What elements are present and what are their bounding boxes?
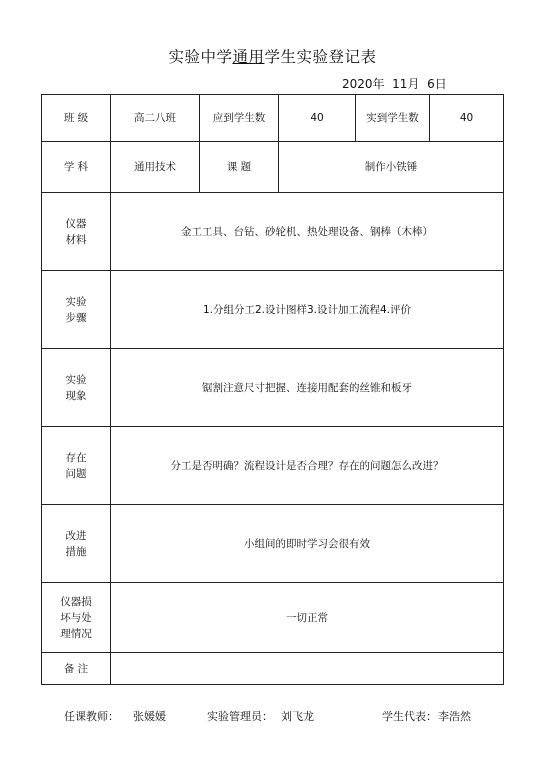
record-date: 2020年 11月 6日 [342, 77, 447, 91]
row-subject-info [42, 142, 504, 193]
remarks-value [111, 653, 504, 685]
teacher-label: 任课教师： [64, 710, 119, 723]
remarks-label: 备 注 [42, 653, 111, 685]
subject-label: 学 科 [42, 142, 111, 193]
row-phenomena [42, 349, 504, 427]
damage-label: 仪器损 坏与处 理情况 [42, 583, 111, 653]
student-rep-name: 李浩然 [438, 710, 471, 723]
row-improvement [42, 505, 504, 583]
improvement-value: 小组间的即时学习会很有效 [111, 505, 504, 583]
row-remarks [42, 653, 504, 685]
issues-value: 分工是否明确？流程设计是否合理？存在的问题怎么改进？ [111, 427, 504, 505]
topic-value: 制作小铁锤 [279, 142, 504, 193]
page-title [0, 45, 545, 67]
row-steps [42, 271, 504, 349]
equipment-label: 仪器 材料 [42, 193, 111, 271]
class-value: 高二八班 [111, 95, 200, 142]
title-underlined: 通用 [232, 48, 265, 66]
student-rep-label: 学生代表： [382, 710, 437, 723]
row-damage [42, 583, 504, 653]
title-prefix: 实验中学 [168, 48, 233, 66]
class-label: 班 级 [42, 95, 111, 142]
phenomena-label: 实验 现象 [42, 349, 111, 427]
damage-value: 一切正常 [111, 583, 504, 653]
issues-label: 存在 问题 [42, 427, 111, 505]
actual-students-value: 40 [430, 95, 504, 142]
row-class-info [42, 95, 504, 142]
registration-table [41, 94, 504, 685]
improvement-label: 改进 措施 [42, 505, 111, 583]
row-equipment [42, 193, 504, 271]
topic-label: 课 题 [200, 142, 279, 193]
expected-students-value: 40 [279, 95, 356, 142]
teacher-name: 张媛媛 [133, 710, 166, 723]
steps-label: 实验 步骤 [42, 271, 111, 349]
row-issues [42, 427, 504, 505]
actual-students-label: 实到学生数 [356, 95, 430, 142]
subject-value: 通用技术 [111, 142, 200, 193]
admin-name: 刘飞龙 [281, 710, 314, 723]
steps-value: 1.分组分工2.设计图样3.设计加工流程4.评价 [111, 271, 504, 349]
admin-label: 实验管理员： [207, 710, 273, 723]
title-suffix: 学生实验登记表 [264, 48, 377, 66]
expected-students-label: 应到学生数 [200, 95, 279, 142]
equipment-value: 金工工具、台钻、砂轮机、热处理设备、钢棒（木棒） [111, 193, 504, 271]
phenomena-value: 锯割注意尺寸把握、连接用配套的丝锥和板牙 [111, 349, 504, 427]
